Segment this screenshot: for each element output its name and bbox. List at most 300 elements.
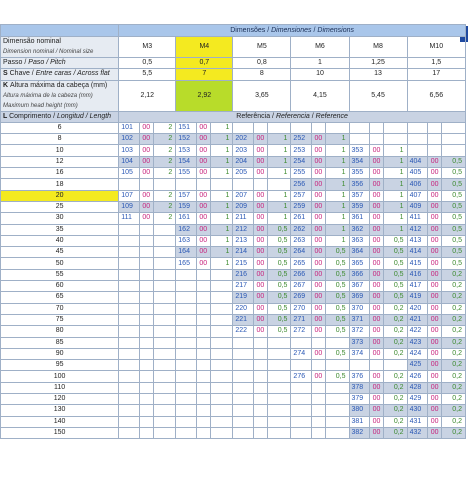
length-cell: 60 [1,281,119,292]
ref-code: 263 [291,235,311,246]
empty-cell [253,360,267,371]
table-row [1,190,466,201]
ref-code: 217 [233,281,253,292]
ref-code: 421 [407,314,427,325]
ref-finish: 00 [369,427,383,438]
empty-cell [233,405,253,416]
ref-code: 369 [349,292,369,303]
ref-pack: 1 [210,134,232,145]
ref-code: 406 [407,179,427,190]
empty-cell [326,382,349,393]
empty-cell [267,179,290,190]
ref-finish: 00 [369,235,383,246]
table-row [1,224,466,235]
ref-finish: 00 [196,168,210,179]
ref-code: 379 [349,394,369,405]
ref-pack: 0,5 [442,235,466,246]
empty-cell [267,416,290,427]
ref-pack: 1 [384,179,407,190]
ref-pack: 1 [210,156,232,167]
empty-cell [427,122,441,133]
length-cell: 8 [1,134,119,145]
length-cell: 40 [1,235,119,246]
empty-cell [119,360,139,371]
empty-cell [153,348,175,359]
empty-cell [153,258,175,269]
ref-pack: 1 [326,168,349,179]
ref-code: 371 [349,314,369,325]
ref-code: 372 [349,326,369,337]
length-cell: 16 [1,168,119,179]
ref-finish: 00 [369,190,383,201]
empty-cell [119,269,139,280]
empty-cell [253,179,267,190]
empty-cell [119,247,139,258]
ref-finish: 00 [311,269,325,280]
ref-code: 253 [291,145,311,156]
table-row [1,394,466,405]
empty-cell [311,405,325,416]
ref-pack: 0,2 [384,405,407,416]
empty-cell [210,371,232,382]
ref-finish: 00 [253,168,267,179]
empty-cell [291,337,311,348]
ref-code: 161 [176,213,196,224]
empty-cell [176,348,196,359]
ref-pack: 0,2 [384,303,407,314]
empty-cell [153,337,175,348]
ref-pack: 0,5 [326,371,349,382]
empty-cell [233,337,253,348]
empty-cell [210,326,232,337]
ref-code: 274 [291,348,311,359]
empty-cell [196,394,210,405]
empty-cell [210,348,232,359]
table-row [1,292,466,303]
size-M3: M3 [119,37,176,58]
ref-finish: 00 [253,247,267,258]
row-sub: Entre caras / Across flat [35,70,110,78]
ref-code: 151 [176,122,196,133]
empty-cell [267,427,290,438]
across-flat-label [1,69,119,80]
empty-cell [176,292,196,303]
ref-pack: 0,5 [267,303,290,314]
ref-finish: 00 [139,156,153,167]
empty-cell [233,371,253,382]
pitch-label [1,58,119,69]
dimensions-table-wrap [0,24,466,439]
empty-cell [349,134,369,145]
table-row [1,427,466,438]
ref-finish: 00 [311,201,325,212]
title-main: Dimensões / [230,26,272,34]
ref-finish: 00 [369,156,383,167]
ref-finish: 00 [427,371,441,382]
ref-code: 417 [407,281,427,292]
ref-pack: 0,2 [384,371,407,382]
ref-code: 219 [233,292,253,303]
row-label: Altura máxima da cabeça (mm) [10,81,108,89]
empty-cell [407,134,427,145]
length-cell: 130 [1,405,119,416]
row-key: L [3,112,10,120]
ref-finish: 00 [253,314,267,325]
ref-pack: 1 [267,156,290,167]
empty-cell [119,405,139,416]
ref-code: 364 [349,247,369,258]
ref-code: 370 [349,303,369,314]
empty-cell [210,405,232,416]
ref-finish: 00 [427,360,441,371]
empty-cell [119,326,139,337]
ref-pack: 2 [153,134,175,145]
ref-code: 221 [233,314,253,325]
empty-cell [326,360,349,371]
ref-finish: 00 [369,314,383,325]
ref-pack: 0,5 [442,156,466,167]
empty-cell [291,122,311,133]
ref-pack: 2 [153,156,175,167]
empty-cell [253,337,267,348]
empty-cell [267,337,290,348]
empty-cell [176,179,196,190]
ref-code: 204 [233,156,253,167]
empty-cell [139,269,153,280]
ref-code: 261 [291,213,311,224]
ref-code: 376 [349,371,369,382]
ref-pack: 0,5 [267,292,290,303]
ref-pack: 1 [326,156,349,167]
table-row [1,247,466,258]
ref-finish: 00 [139,201,153,212]
ref-pack: 0,2 [384,416,407,427]
table-row [1,326,466,337]
ref-pack: 1 [326,190,349,201]
table-row [1,168,466,179]
ref-finish: 00 [253,281,267,292]
value-cell: 1 [291,58,349,69]
empty-cell [139,405,153,416]
table-row [1,416,466,427]
empty-cell [139,258,153,269]
empty-cell [311,360,325,371]
ref-pack: 1 [384,213,407,224]
ref-code: 276 [291,371,311,382]
size-M6: M6 [291,37,349,58]
ref-pack: 1 [384,145,407,156]
row-label: Passo / [3,59,29,67]
ref-en: Reference [315,112,348,120]
ref-code: 431 [407,416,427,427]
ref-pack: 1 [210,247,232,258]
empty-cell [369,134,383,145]
ref-pack: 0,5 [384,247,407,258]
length-cell: 20 [1,190,119,201]
ref-code: 382 [349,427,369,438]
ref-code: 216 [233,269,253,280]
ref-finish: 00 [427,314,441,325]
ref-code: 154 [176,156,196,167]
ref-pack: 0,2 [384,314,407,325]
ref-finish: 00 [253,235,267,246]
empty-cell [139,247,153,258]
empty-cell [210,416,232,427]
ref-finish: 00 [311,281,325,292]
empty-cell [253,394,267,405]
ref-code: 355 [349,168,369,179]
ref-code: 416 [407,269,427,280]
empty-cell [153,394,175,405]
ref-pack: 1 [267,190,290,201]
table-row [1,371,466,382]
length-cell: 150 [1,427,119,438]
empty-cell [139,281,153,292]
ref-code: 212 [233,224,253,235]
ref-finish: 00 [427,326,441,337]
ref-pack: 0,2 [442,360,466,371]
empty-cell [139,314,153,325]
ref-finish: 00 [427,394,441,405]
ref-code: 422 [407,326,427,337]
ref-pack: 0,2 [442,314,466,325]
empty-cell [153,235,175,246]
empty-cell [139,292,153,303]
length-cell: 95 [1,360,119,371]
empty-cell [119,303,139,314]
ref-code: 381 [349,416,369,427]
ref-code: 373 [349,337,369,348]
ref-finish: 00 [427,190,441,201]
empty-cell [139,360,153,371]
ref-pack: 0,5 [442,190,466,201]
empty-cell [267,348,290,359]
ref-pack: 0,5 [326,348,349,359]
empty-cell [407,145,427,156]
ref-pack: 1 [384,201,407,212]
empty-cell [153,292,175,303]
length-cell: 80 [1,326,119,337]
empty-cell [139,348,153,359]
empty-cell [267,405,290,416]
empty-cell [369,360,383,371]
empty-cell [139,303,153,314]
table-row [1,360,466,371]
empty-cell [119,371,139,382]
ref-pack: 1 [210,122,232,133]
ref-code: 104 [119,156,139,167]
empty-cell [139,394,153,405]
empty-cell [210,303,232,314]
ref-finish: 00 [427,303,441,314]
length-cell: 55 [1,269,119,280]
empty-cell [176,281,196,292]
ref-finish: 00 [369,269,383,280]
row-sub: Paso / Pitch [28,59,66,67]
ref-finish: 00 [427,292,441,303]
table-row [1,258,466,269]
value-cell: 5,45 [349,80,407,111]
ref-pack: 1 [326,201,349,212]
ref-sep: / [309,112,316,120]
empty-cell [326,122,349,133]
ref-pack: 0,2 [384,427,407,438]
ref-code: 380 [349,405,369,416]
value-cell: 2,12 [119,80,176,111]
ref-code: 362 [349,224,369,235]
empty-cell [176,394,196,405]
ref-pack: 1 [326,235,349,246]
ref-code: 270 [291,303,311,314]
ref-finish: 00 [196,190,210,201]
ref-pack: 1 [210,145,232,156]
ref-finish: 00 [139,213,153,224]
ref-finish: 00 [139,168,153,179]
title-spacer [1,25,119,37]
empty-cell [267,122,290,133]
ref-finish: 00 [139,122,153,133]
ref-finish: 00 [196,224,210,235]
empty-cell [233,382,253,393]
ref-code: 367 [349,281,369,292]
ref-pack: 1 [326,179,349,190]
empty-cell [139,371,153,382]
empty-cell [442,122,466,133]
empty-cell [253,382,267,393]
ref-code: 405 [407,168,427,179]
value-cell: 3,65 [233,80,291,111]
ref-code: 203 [233,145,253,156]
nominal-label-sub: Dimension nominal / Nominal size [3,49,94,55]
empty-cell [196,337,210,348]
ref-finish: 00 [253,201,267,212]
ref-code: 269 [291,292,311,303]
ref-finish: 00 [311,134,325,145]
empty-cell [311,416,325,427]
title-es: Dimensiones [271,26,312,34]
ref-finish: 00 [427,179,441,190]
empty-cell [311,427,325,438]
size-M8: M8 [349,37,407,58]
ref-code: 366 [349,269,369,280]
ref-pack: 0,5 [326,281,349,292]
empty-cell [196,360,210,371]
value-cell: 13 [349,69,407,80]
ref-finish: 00 [253,190,267,201]
empty-cell [196,292,210,303]
ref-code: 356 [349,179,369,190]
empty-cell [210,337,232,348]
empty-cell [233,360,253,371]
empty-cell [153,247,175,258]
table-row [1,134,466,145]
ref-finish: 00 [369,405,383,416]
length-cell: 85 [1,337,119,348]
ref-pack: 0,5 [326,314,349,325]
empty-cell [210,382,232,393]
ref-code: 264 [291,247,311,258]
ref-finish: 00 [369,201,383,212]
value-cell: 0,5 [119,58,176,69]
empty-cell [210,360,232,371]
ref-code: 266 [291,269,311,280]
ref-pack: 2 [153,213,175,224]
empty-cell [196,314,210,325]
ref-pack: 2 [153,168,175,179]
ref-pack: 0,5 [326,292,349,303]
ref-pack: 1 [384,190,407,201]
ref-finish: 00 [427,168,441,179]
empty-cell [153,360,175,371]
empty-cell [311,394,325,405]
ref-finish: 00 [311,190,325,201]
empty-cell [139,326,153,337]
empty-cell [119,427,139,438]
ref-pack: 1 [210,168,232,179]
ref-pack: 1 [210,224,232,235]
empty-cell [210,427,232,438]
ref-pack: 0,5 [326,269,349,280]
ref-finish: 00 [253,258,267,269]
ref-finish: 00 [427,281,441,292]
empty-cell [153,405,175,416]
empty-cell [291,382,311,393]
ref-pack: 0,2 [442,303,466,314]
ref-finish: 00 [196,145,210,156]
length-cell: 90 [1,348,119,359]
table-row [1,201,466,212]
length-cell: 65 [1,292,119,303]
table-row [1,348,466,359]
ref-pack: 0,2 [442,416,466,427]
ref-pack: 0,2 [442,281,466,292]
ref-pack: 0,5 [267,247,290,258]
ref-pack: 0,5 [267,314,290,325]
ref-code: 357 [349,190,369,201]
length-cell: 10 [1,145,119,156]
empty-cell [176,360,196,371]
table-row [1,337,466,348]
title-row [1,25,466,37]
empty-cell [153,427,175,438]
empty-cell [233,427,253,438]
table-title [119,25,466,37]
ref-pack: 1 [267,201,290,212]
head-height-label [1,80,119,111]
ref-code: 256 [291,179,311,190]
ref-code: 214 [233,247,253,258]
ref-code: 157 [176,190,196,201]
ref-finish: 00 [196,134,210,145]
ref-code: 378 [349,382,369,393]
ref-finish: 00 [139,145,153,156]
table-row [1,122,466,133]
length-label [1,111,119,122]
ref-pack: 1 [326,213,349,224]
ref-pack: 0,2 [442,269,466,280]
title-sep: / [311,26,318,34]
ref-pack: 0,5 [442,247,466,258]
ref-code: 428 [407,382,427,393]
size-M10: M10 [407,37,465,58]
empty-cell [119,281,139,292]
ref-pack: 0,5 [384,292,407,303]
ref-code: 220 [233,303,253,314]
ref-finish: 00 [253,326,267,337]
ref-pack: 0,2 [442,326,466,337]
row-key: K [3,81,10,89]
empty-cell [233,416,253,427]
